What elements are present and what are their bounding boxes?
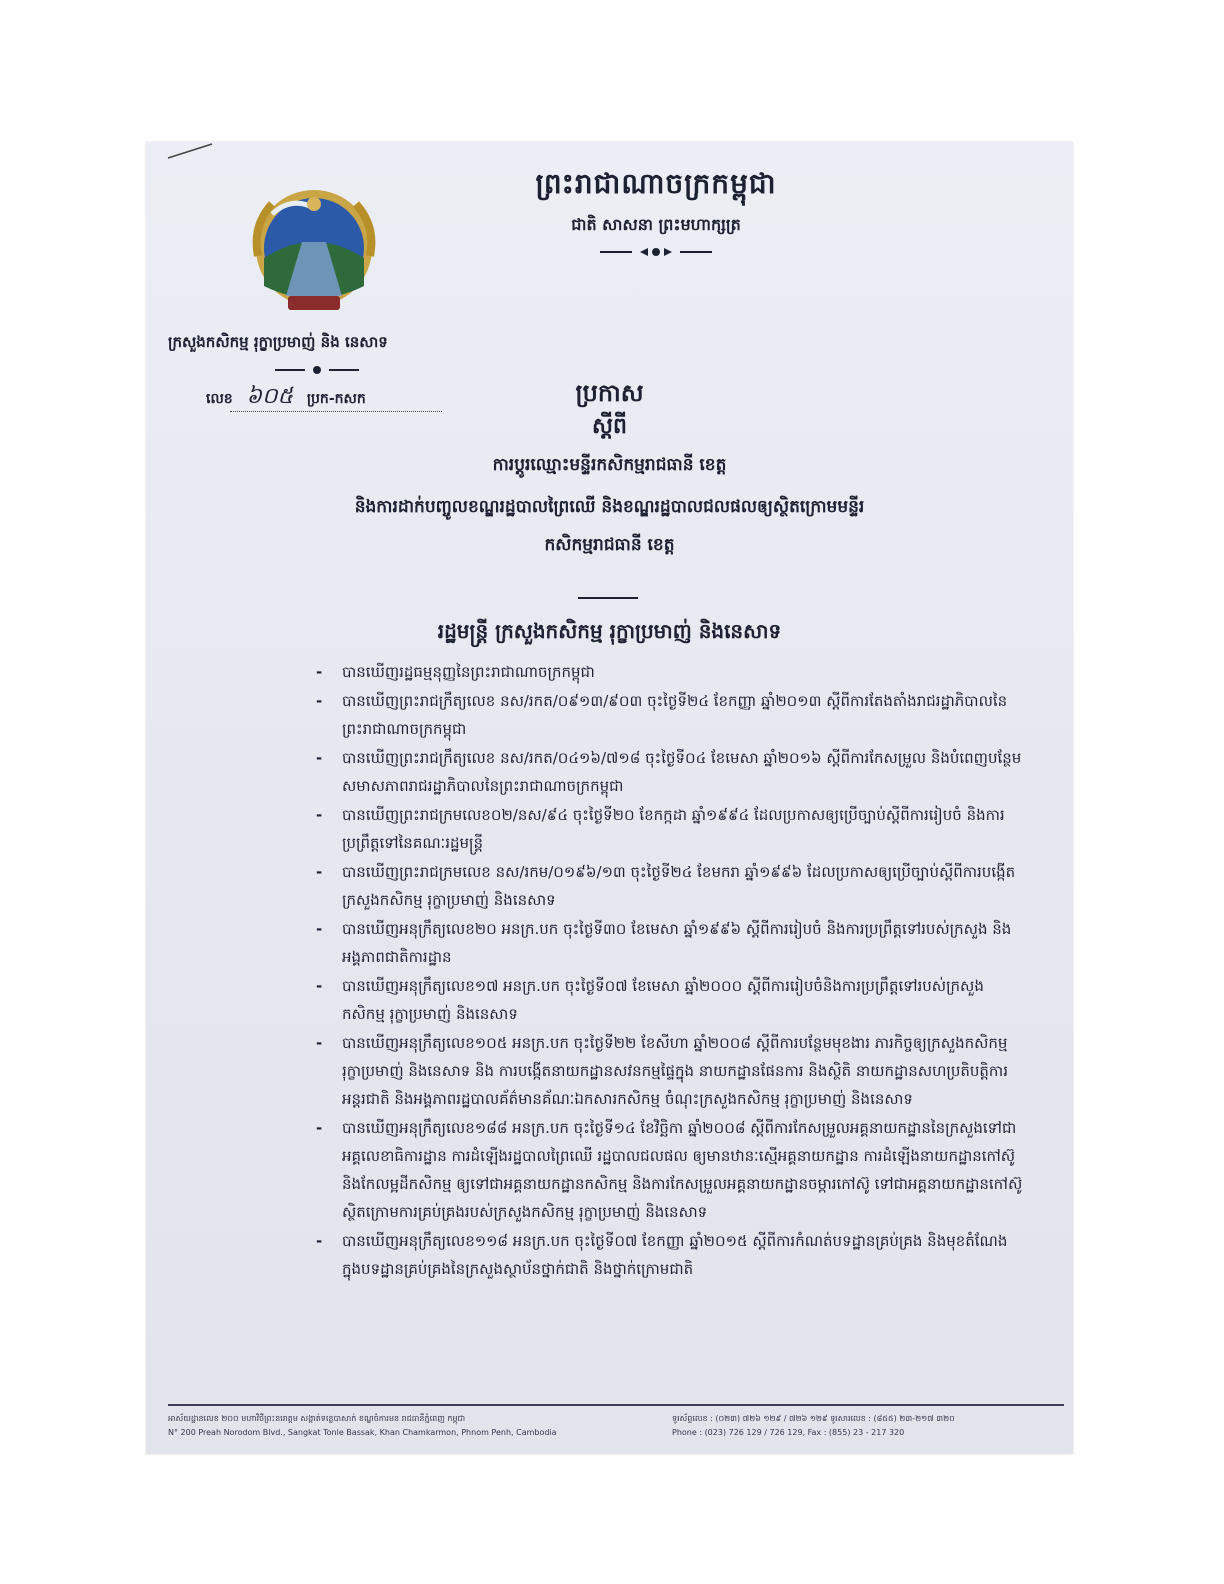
- list-item: - បានឃើញអនុក្រឹត្យលេខ១៨៨ អនក្រ.បក ចុះថ្ងៃទី១៤ ខែវិច្ឆិកា ឆ្នាំ២០០៨ ស្តីពីការកែសម្រួលអគ្គនាយកដ្ឋាននៃក្រសួងទៅជាអគ្គលេខាធិការដ្ឋាន ការដំឡើងរដ្ឋបាលព្រៃឈើ រដ្ឋបាលជលផល ឲ្យមានឋានៈស្មើអគ្គនាយកដ្ឋាន ការដំឡើងនាយកដ្ឋានកៅស៊ូ និងកែលម្អដីកសិកម្ម ឲ្យទៅជាអគ្គនាយកដ្ឋានកសិកម្ម និងការកែសម្រួលអគ្គនាយកដ្ឋានចម្ការកៅស៊ូ ទៅជាអគ្គនាយកដ្ឋានកៅស៊ូ ស្ថិតក្រោមការគ្រប់គ្រងរបស់ក្រសួងកសិកម្ម រុក្ខាប្រមាញ់ និងនេសាទ: [316, 1119, 1023, 1221]
- list-item: - បានឃើញរដ្ឋធម្មនុញ្ញនៃព្រះរាជាណាចក្រកម្ពុជា: [316, 663, 595, 681]
- ministry-name: ក្រសួងកសិកម្ម រុក្ខាប្រមាញ់ និង នេសាទ: [168, 333, 388, 351]
- national-motto: ជាតិ សាសនា ព្រះមហាក្សត្រ: [571, 215, 741, 234]
- footer-address-khmer: អាស័យដ្ឋានលេខ ២០០ មហាវិថីព្រះនរោត្តម សង្កាត់ទន្លេបាសាក់ ខណ្ឌចំការមន រាជធានីភ្នំពេញ កម្ពុជា: [168, 1414, 466, 1423]
- list-item: - បានឃើញអនុក្រឹត្យលេខ១៧ អនក្រ.បក ចុះថ្ងៃទី០៧ ខែមេសា ឆ្នាំ២០០០ ស្តីពីការរៀបចំនិងការប្រព្រឹត្តទៅរបស់ក្រសួងកសិកម្ម រុក្ខាប្រមាញ់ និងនេសាទ: [316, 977, 984, 1023]
- footer-contact: [672, 1412, 1067, 1440]
- ministry-emblem-icon: [242, 186, 386, 316]
- footer-address-english: N° 200 Preah Norodom Blvd., Sangkat Tonle Bassak, Khan Chamkarmon, Phnom Penh, Cambodia: [168, 1428, 557, 1437]
- ornament-divider-icon: [596, 246, 716, 258]
- kingdom-title: ព្រះរាជាណាចក្រកម្ពុជា: [535, 167, 777, 200]
- proclamation-title: ប្រកាស: [575, 379, 644, 407]
- ornament-divider-icon: [271, 364, 363, 376]
- minister-heading: រដ្ឋមន្ត្រី ក្រសួងកសិកម្ម រុក្ខាប្រមាញ់ និងនេសាទ: [437, 619, 782, 643]
- footer-address: [168, 1412, 658, 1440]
- list-item: - បានឃើញអនុក្រឹត្យលេខ១០៥ អនក្រ.បក ចុះថ្ងៃទី២២ ខែសីហា ឆ្នាំ២០០៨ ស្តីពីការបន្ថែមមុខងារ ភារកិច្ចឲ្យក្រសួងកសិកម្ម រុក្ខាប្រមាញ់ និងនេសាទ និង ការបង្កើតនាយកដ្ឋានសវនកម្មផ្ទៃក្នុង នាយកដ្ឋានផែនការ និងស្ថិតិ នាយកដ្ឋានសហប្រតិបត្តិការអន្តរជាតិ និងអង្គភាពរដ្ឋបាលគ័ត៌មានគ័ណៈឯកសារកសិកម្ម ចំណុះក្រសួងកសិកម្ម រុក្ខាប្រមាញ់ និងនេសាទ: [316, 1034, 1008, 1108]
- reference-label: លេខ: [206, 391, 233, 407]
- list-item: - បានឃើញព្រះរាជក្រឹត្យលេខ នស/រកត/០៤១៦/៧១៨ ចុះថ្ងៃទី០៤ ខែមេសា ឆ្នាំ២០១៦ ស្តីពីការកែសម្រួល និងបំពេញបន្ថែមសមាសភាពរាជរដ្ឋាភិបាលនៃព្រះរាជាណាចក្រកម្ពុជា: [316, 749, 1022, 795]
- list-item: - បានឃើញព្រះរាជក្រមលេខ នស/រកម/០១៩៦/១៣ ចុះថ្ងៃទី២៤ ខែមករា ឆ្នាំ១៩៩៦ ដែលប្រកាសឲ្យប្រើច្បាប់ស្តីពីការបង្កើតក្រសួងកសិកម្ម រុក្ខាប្រមាញ់ និងនេសាទ: [316, 863, 1016, 909]
- reference-suffix: ប្រក-កសក: [306, 391, 366, 407]
- list-item: - បានឃើញព្រះរាជក្រមលេខ០២/នស/៩៤ ចុះថ្ងៃទី២០ ខែកក្កដា ឆ្នាំ១៩៩៤ ដែលប្រកាសឲ្យប្រើច្បាប់ស្តីពីការរៀបចំ និងការប្រព្រឹត្តទៅនៃគណៈរដ្ឋមន្ត្រី: [316, 806, 1005, 852]
- footer-divider: [168, 1404, 1064, 1406]
- proclamation-subject-line-1: ការប្តូរឈ្មោះមន្ទីរកសិកម្មរាជធានី ខេត្ត: [492, 455, 727, 475]
- footer-phone-english: Phone : (023) 726 129 / 726 129, Fax : (855) 23 - 217 320: [672, 1428, 905, 1437]
- list-item: - បានឃើញអនុក្រឹត្យលេខ១១៨ អនក្រ.បក ចុះថ្ងៃទី០៧ ខែកញ្ញា ឆ្នាំ២០១៥ ស្តីពីការកំណត់បទដ្ឋានគ្រប់គ្រង និងមុខតំណែងក្នុងបទដ្ឋានគ្រប់គ្រងនៃក្រសួងស្ថាប័នថ្នាក់ជាតិ និងថ្នាក់ក្រោមជាតិ: [316, 1232, 1008, 1278]
- pen-mark: [166, 140, 216, 160]
- scanned-document: [146, 142, 1073, 1454]
- reference-value: ៦០៥: [246, 384, 294, 409]
- title-divider: [578, 597, 638, 599]
- list-item: - បានឃើញព្រះរាជក្រឹត្យលេខ នស/រកត/០៩១៣/៩០៣ ចុះថ្ងៃទី២៤ ខែកញ្ញា ឆ្នាំ២០១៣ ស្តីពីការតែងតាំងរាជរដ្ឋាភិបាលនៃព្រះរាជាណាចក្រកម្ពុជា: [316, 692, 1008, 738]
- footer-phone-khmer: ទូរស័ព្ទលេខ : (០២៣) ៧២៦ ១២៩ / ៧២៦ ១២៩ ទូរសារលេខ : (៨៥៥) ២៣-២១៧ ៣២០: [672, 1414, 955, 1423]
- legal-references-list: [316, 658, 1026, 1284]
- proclamation-on: ស្តីពី: [592, 414, 627, 439]
- list-item: - បានឃើញអនុក្រឹត្យលេខ២០ អនក្រ.បក ចុះថ្ងៃទី៣០ ខែមេសា ឆ្នាំ១៩៩៦ ស្តីពីការរៀបចំ និងការប្រព្រឹត្តទៅរបស់ក្រសួង និងអង្គភាពជាតិការដ្ឋាន: [316, 920, 1012, 966]
- proclamation-subject-line-3: កសិកម្មរាជធានី ខេត្ត: [544, 535, 675, 555]
- proclamation-subject-line-2: និងការដាក់បញ្ចូលខណ្ឌរដ្ឋបាលព្រៃឈើ និងខណ្ឌរដ្ឋបាលជលផលឲ្យស្ថិតក្រោមមន្ទីរ: [354, 497, 865, 517]
